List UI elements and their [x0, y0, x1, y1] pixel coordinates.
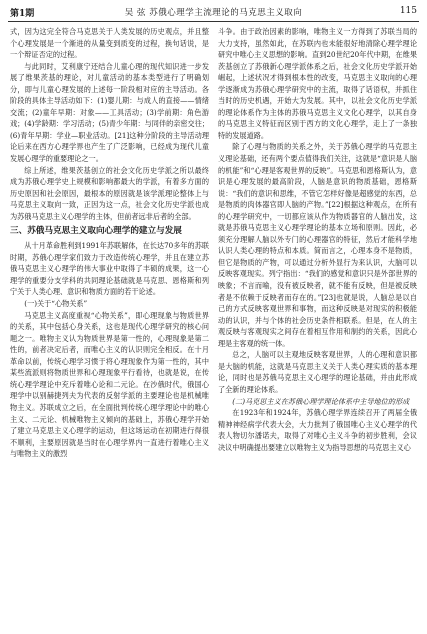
paragraph: 综上所述，维果茨基创立的社会文化历史学派之所以最终成为苏俄心理学史上规模和影响都最大的学派，有着多方面的历史原因和社会原因，最根本的原因就是该学派理论整体上与马克思主义取向一致，正因为这一点，社会文化历史学派也成为苏俄马克思主义心理学的主体，但前者远非后者的全部。 [10, 165, 209, 221]
subsection-heading: (一)关于“心物关系” [24, 299, 88, 309]
paragraph: 在1923年和1924年，苏俄心理学界连续召开了两届全俄精神神经病学代表大会，大力批判了俄国唯心主义心理学的代表人物切尔潘诺夫，取得了对唯心主义斗争的初步胜利，会议决议中明确提出要建立以唯物主义为指导思想的马克思主义心 [218, 408, 417, 452]
header-rule [8, 21, 419, 22]
paragraph: 与此同时，艾利康宁还结合儿童心理的现代知识进一步发展了维果茨基的理论，对儿童活动的基本类型进行了明确划分，即与儿童心理发展的上述每一阶段相对应的主导活动。各阶段的具体主导活动如下：(1)婴儿期：与成人的直接——情绪交流；(2)童年早期：对象——工具活动；(3)学前期：角色游戏；(4)学龄期：学习活动；(5)青少年期：与同伴的亲密交往；(6)青年早期：学业—职业活动。[21]这种分阶段的主导活动理论后来在西方心理学界也产生了广泛影响，已经成为现代儿童发展心理学的重要理论之一。 [10, 61, 209, 164]
paragraph: 从十月革命胜利到1991年苏联解体，在长达70多年的苏联时期，苏俄心理学家们致力于改造传统心理学，并且在建立苏俄马克思主义心理学的伟大事业中取得了丰硕的成果，这一心理学的重要分支学科的共同理论基础就是马克思、恩格斯和列宁关于人类心理、意识和物质方面的若干论述。 [10, 241, 209, 297]
paragraph: 式，因为这完全符合马克思关于人类发展的历史观点，并且整个心理发展是一个渐进的从量变到质变的过程，换句话说，是一个辩证否定的过程。 [10, 27, 209, 60]
paragraph: 除了心理与物质的关系之外，关于苏俄心理学的马克思主义理论基础，还有两个要点值得我们关注，这就是“意识是人脑的机能”和“心理是客观世界的反映”。马克思和恩格斯认为，意识是心理发展的最高阶段，人脑是意识的物质基础，恩格斯说：“我们的意识和思维，不管它怎样好像是超感觉的东西，总是物质的肉体器官即人脑的产物。”[22]根据这种观点，在所有的心理学研究中，一切都应该从作为物质器官的人脑出发，这就是苏俄马克思主义心理学理论的基本立场和原则。因此，必须充分理解人脑以外专门的心理器官的特征，然后才能科学地认识人类心理的特点和本质。简而言之，心理本身不是物质，但它是物质的产物，可以通过分析外显行为来认识，大脑可以反映客观现实。列宁指出：“我们的感觉和意识只是外部世界的映象；不言而喻，没有被反映者，就不能有反映，但是被反映者是不依赖于反映者而存在的。”[23]也就是说，人脑总是以自己的方式反映客观世界和事物，而这种反映是对现实的积极能动的认识，并与个体的社会历史条件相联系。但是，在人的主观反映与客观现实之间存在着相互作用和制约的关系，因此心理是主客观的统一体。 [218, 142, 417, 348]
right-column [218, 26, 417, 453]
page-header [0, 0, 427, 22]
section-heading: 三、苏俄马克思主义取向心理学的建立与发展 [10, 226, 182, 237]
left-column [10, 26, 209, 460]
paragraph: 斗争。由于政治因素的影响，唯物主义一方得到了苏联当局的大力支持，虽然如此，在苏联内也未能很好地清除心理学理论研究中唯心主义思想的影响。直到20世纪20年代中期，在维果茨基创立了苏俄新心理学派体系之后，社会文化历史学派开始崛起，上述状况才得到根本性的改变，马克思主义取向的心理学逐渐成为苏俄心理学研究中的主流，取得了话语权，并抓住当时的历史机遇，开始大为发展。其中，以社会文化历史学派的理论体系作为主体的苏俄马克思主义文化心理学，以其自身的马克思主义特征而区别于西方的文化心理学，走上了一条独特的发展道路。 [218, 27, 417, 140]
paragraph: 马克思主义高度重视“心物关系”，即心理现象与物质世界的关系，其中包括心身关系，这也是现代心理学研究的核心问题之一。唯物主义认为物质世界是第一性的，心理现象是第二性的，前者决定后者，而唯心主义的认识则完全相反。在十月革命以前，传统心理学习惯于将心理现象作为第一性的，其中某些流派则将物质世界和心理现象平行看待，也就是说，在传统心理学理论中充斥着唯心论和二元论。在沙俄时代，俄国心理学中以别赫捷列夫为代表的反射学派的主要理论也是机械唯物主义。苏联成立之后，在全面批判传统心理学理论中的唯心主义、二元论、机械唯物主义倾向的基础上，苏俄心理学开始了建立马克思主义心理学的运动，但这场运动在初期进行得很不顺利，主要原因就是当时在心理学界内一直进行着唯心主义与唯物主义的激烈 [10, 310, 209, 459]
paragraph: 总之，人脑可以主观地反映客观世界，人的心理和意识都是大脑的机能，这就是马克思主义关于人类心理实质的基本理论，同时也是苏俄马克思主义心理学的理论基础，并由此形成了全新的理论体系。 [218, 350, 417, 394]
running-title: 吴 弦 苏俄心理学主流理论的马克思主义取向 [124, 8, 303, 18]
issue-number: 第1期 [10, 9, 35, 19]
subsection-heading: (二)马克思主义在苏俄心理学理论体系中主导地位的形成 [232, 396, 410, 406]
page-number: 115 [399, 6, 417, 16]
